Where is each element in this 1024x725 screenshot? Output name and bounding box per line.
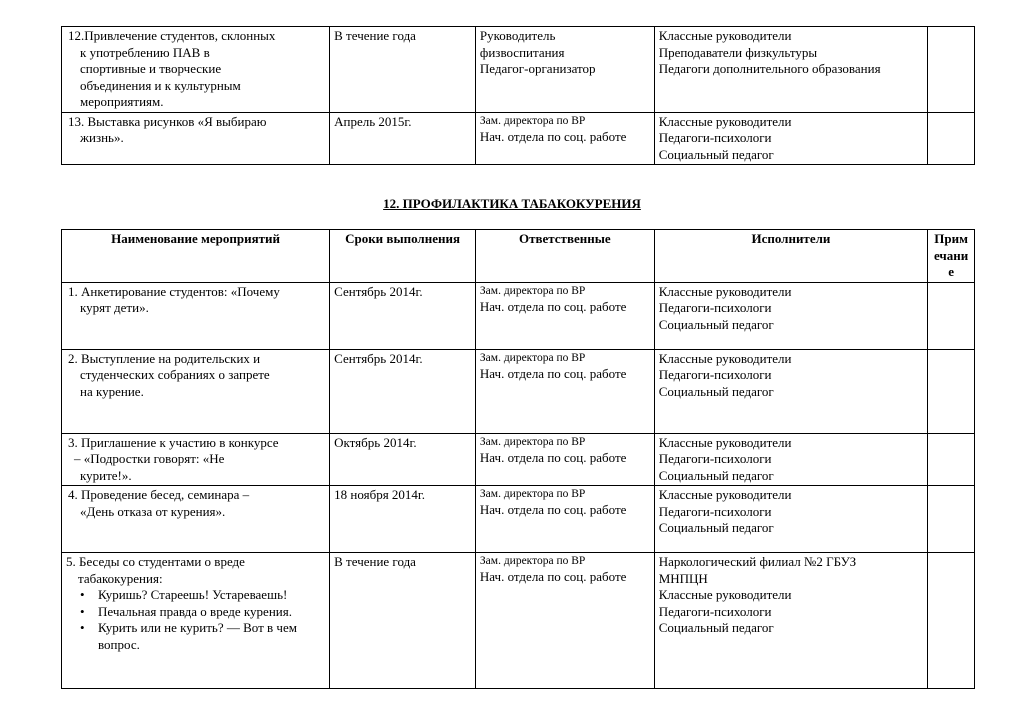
responsible-cell bbox=[475, 553, 654, 689]
responsible-text: Нач. отдела по соц. работе bbox=[479, 502, 627, 517]
event-text: студенческих собраниях о запрете bbox=[80, 367, 270, 382]
event-text: 5. Беседы со студентами о вреде bbox=[66, 554, 245, 569]
event-text: 13. Выставка рисунков «Я выбираю bbox=[68, 113, 267, 129]
note-cell bbox=[928, 349, 975, 433]
table-row bbox=[62, 553, 975, 689]
bullet-item: • Курить или не курить? — Вот в чем вопрос. bbox=[98, 620, 325, 653]
executor-text: МНПЦН bbox=[658, 570, 708, 586]
event-text: на курение. bbox=[80, 383, 144, 399]
executor-text: Социальный педагог bbox=[658, 146, 774, 162]
executor-text: Преподаватели физкультуры bbox=[658, 44, 818, 60]
executors-cell bbox=[654, 282, 927, 349]
event-text: курите!». bbox=[80, 467, 132, 483]
date-cell: Сентябрь 2014г. bbox=[330, 349, 476, 433]
note-cell bbox=[928, 27, 975, 113]
note-cell bbox=[928, 553, 975, 689]
header-note-text: ечани bbox=[933, 247, 969, 263]
responsible-text: Зам. директора по ВР bbox=[479, 555, 586, 567]
executor-text: Педагоги-психологи bbox=[658, 300, 772, 315]
responsible-text: Руководитель bbox=[479, 28, 556, 43]
executors-cell bbox=[654, 553, 927, 689]
event-text: 1. Анкетирование студентов: «Почему bbox=[68, 283, 280, 299]
header-note bbox=[928, 230, 975, 283]
executor-text: Классные руководители bbox=[658, 283, 792, 299]
date-cell: В течение года bbox=[330, 27, 476, 113]
header-note-text: е bbox=[948, 264, 954, 279]
event-text: 2. Выступление на родительских и bbox=[68, 350, 261, 366]
event-text: объединения и к культурным bbox=[80, 77, 241, 93]
section-title: 12. ПРОФИЛАКТИКА ТАБАКОКУРЕНИЯ bbox=[383, 196, 641, 211]
executor-text: Классные руководители bbox=[658, 487, 792, 502]
event-cell bbox=[62, 112, 330, 165]
responsible-text: Зам. директора по ВР bbox=[479, 351, 586, 364]
executors-cell bbox=[654, 349, 927, 433]
responsible-cell bbox=[475, 282, 654, 349]
responsible-cell bbox=[475, 433, 654, 486]
responsible-text: Зам. директора по ВР bbox=[479, 284, 586, 297]
header-responsible: Ответственные bbox=[475, 230, 654, 283]
responsible-text: Зам. директора по ВР bbox=[479, 488, 586, 500]
note-cell bbox=[928, 282, 975, 349]
bullet-item: • Печальная правда о вреде курения. bbox=[98, 604, 325, 621]
executor-text: Социальный педагог bbox=[658, 620, 774, 635]
date-cell: Октябрь 2014г. bbox=[330, 433, 476, 486]
responsible-cell bbox=[475, 486, 654, 553]
date-cell: Апрель 2015г. bbox=[330, 112, 476, 165]
bullet-list bbox=[66, 587, 325, 653]
header-note-text: Прим bbox=[934, 231, 968, 246]
event-text: к употреблению ПАВ в bbox=[80, 44, 210, 60]
responsible-text: Нач. отдела по соц. работе bbox=[479, 569, 627, 584]
executor-text: Классные руководители bbox=[658, 113, 792, 129]
executors-cell bbox=[654, 486, 927, 553]
responsible-cell bbox=[475, 112, 654, 165]
table-row bbox=[62, 486, 975, 553]
event-text: жизнь». bbox=[80, 130, 124, 145]
executor-text: Педагоги-психологи bbox=[658, 503, 772, 519]
executor-text: Классные руководители bbox=[658, 434, 792, 450]
responsible-text: Нач. отдела по соц. работе bbox=[479, 365, 627, 381]
executor-text: Классные руководители bbox=[658, 28, 792, 43]
executor-text: Социальный педагог bbox=[658, 383, 774, 399]
event-cell bbox=[62, 27, 330, 113]
responsible-text: Нач. отдела по соц. работе bbox=[479, 298, 627, 314]
event-text: – «Подростки говорят: «Не bbox=[74, 451, 225, 466]
main-table bbox=[61, 229, 975, 689]
header-executors: Исполнители bbox=[654, 230, 927, 283]
top-table bbox=[61, 26, 975, 165]
executors-cell bbox=[654, 27, 927, 113]
responsible-text: физвоспитания bbox=[479, 44, 565, 60]
note-cell bbox=[928, 486, 975, 553]
executor-text: Социальный педагог bbox=[658, 467, 774, 483]
header-event: Наименование мероприятий bbox=[62, 230, 330, 283]
responsible-cell bbox=[475, 349, 654, 433]
event-text: курят дети». bbox=[80, 300, 149, 315]
note-cell bbox=[928, 112, 975, 165]
executor-text: Социальный педагог bbox=[658, 520, 774, 535]
note-cell bbox=[928, 433, 975, 486]
header-row bbox=[62, 230, 975, 283]
table-row bbox=[62, 282, 975, 349]
event-cell bbox=[62, 433, 330, 486]
event-text: 12.Привлечение студентов, склонных bbox=[68, 28, 276, 43]
responsible-text: Зам. директора по ВР bbox=[479, 114, 586, 127]
event-cell bbox=[62, 282, 330, 349]
table-row bbox=[62, 349, 975, 433]
header-date: Сроки выполнения bbox=[330, 230, 476, 283]
responsible-text: Педагог-организатор bbox=[479, 61, 596, 76]
event-text: 4. Проведение бесед, семинара – bbox=[68, 487, 250, 502]
executor-text: Педагоги-психологи bbox=[658, 130, 772, 145]
executor-text: Педагоги-психологи bbox=[658, 603, 772, 619]
executor-text: Социальный педагог bbox=[658, 316, 774, 332]
event-cell bbox=[62, 486, 330, 553]
executors-cell bbox=[654, 433, 927, 486]
responsible-text: Нач. отдела по соц. работе bbox=[479, 128, 627, 144]
responsible-cell bbox=[475, 27, 654, 113]
table-row bbox=[62, 433, 975, 486]
responsible-text: Зам. директора по ВР bbox=[479, 435, 586, 448]
executor-text: Классные руководители bbox=[658, 587, 792, 602]
executors-cell bbox=[654, 112, 927, 165]
table-row bbox=[62, 27, 975, 113]
executor-text: Наркологический филиал №2 ГБУЗ bbox=[658, 554, 857, 569]
event-text: мероприятиям. bbox=[80, 94, 164, 109]
executor-text: Педагоги дополнительного образования bbox=[658, 61, 881, 76]
event-text: спортивные и творческие bbox=[80, 61, 222, 76]
event-cell bbox=[62, 349, 330, 433]
event-text: табакокурения: bbox=[78, 570, 163, 586]
executor-text: Педагоги-психологи bbox=[658, 367, 772, 382]
responsible-text: Нач. отдела по соц. работе bbox=[479, 449, 627, 465]
executor-text: Классные руководители bbox=[658, 350, 792, 366]
event-text: «День отказа от курения». bbox=[80, 503, 226, 519]
bullet-item: • Куришь? Стареешь! Устареваешь! bbox=[98, 587, 325, 604]
event-cell bbox=[62, 553, 330, 689]
date-cell: 18 ноября 2014г. bbox=[330, 486, 476, 553]
executor-text: Педагоги-психологи bbox=[658, 451, 772, 466]
date-cell: В течение года bbox=[330, 553, 476, 689]
date-cell: Сентябрь 2014г. bbox=[330, 282, 476, 349]
table-row bbox=[62, 112, 975, 165]
event-text: 3. Приглашение к участию в конкурсе bbox=[68, 434, 279, 450]
